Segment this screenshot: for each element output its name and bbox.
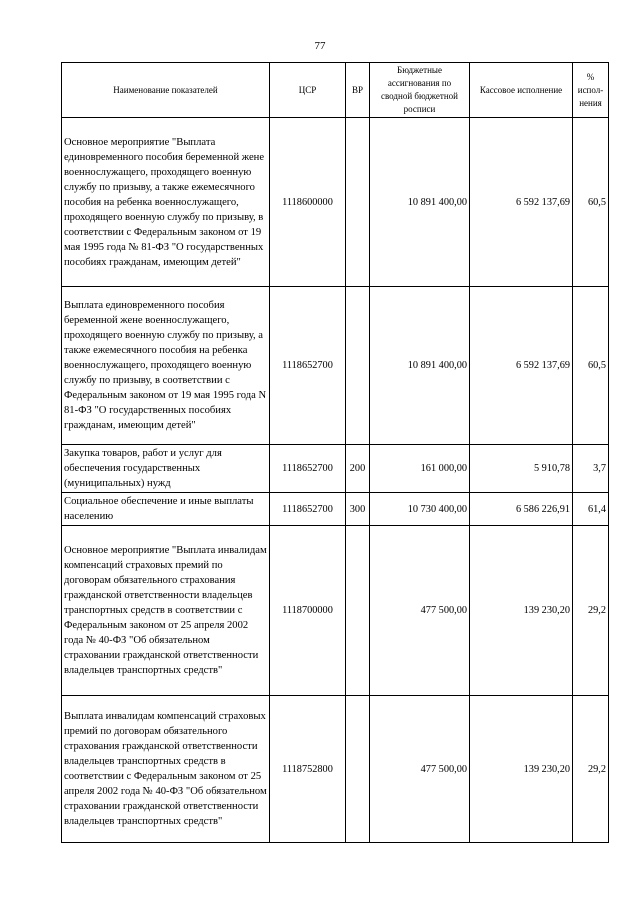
row-name: Основное мероприятие "Выплата единовременного пособия беременной жене военнослужащего, проходящего военную службу по призыву, а также ежемесячного пособия на ребенка военнослужащего, проходящего военную службу по призыву, в соответствии с Федеральным законом от 19 мая 1995 года № 81-ФЗ "О государственных пособиях гражданам, имеющим детей" [62,118,270,287]
row-budget: 10 891 400,00 [370,118,470,287]
row-name: Закупка товаров, работ и услуг для обеспечения государственных (муниципальных) нужд [62,445,270,493]
row-budget: 161 000,00 [370,445,470,493]
row-name: Социальное обеспечение и иные выплаты населению [62,493,270,526]
header-name: Наименование показателей [62,63,270,118]
header-csr: ЦСР [270,63,346,118]
header-vr: ВР [346,63,370,118]
row-pct: 60,5 [573,287,609,445]
row-pct: 61,4 [573,493,609,526]
row-cash: 6 592 137,69 [470,118,573,287]
row-name: Основное мероприятие "Выплата инвалидам компенсаций страховых премий по договорам обязательного страхования гражданской ответственности владельцев транспортных средств в соответствии с Федеральным законом от 25 апреля 2002 года № 40-ФЗ "Об обязательном страховании гражданской ответственности владельцев транспортных средств" [62,526,270,696]
table-header-row [62,63,609,118]
table-row [62,493,609,526]
row-cash: 6 592 137,69 [470,287,573,445]
row-csr: 1118752800 [270,696,346,843]
row-vr: 300 [346,493,370,526]
row-csr: 1118652700 [270,493,346,526]
row-cash: 6 586 226,91 [470,493,573,526]
row-vr [346,696,370,843]
row-name: Выплата единовременного пособия беременной жене военнослужащего, проходящего военную службу по призыву, а также ежемесячного пособия на ребенка военнослужащего, проходящего военную службу по призыву, в соответствии с Федеральным законом от 19 мая 1995 года N 81-ФЗ "О государственных пособиях гражданам, имеющим детей" [62,287,270,445]
row-pct: 29,2 [573,696,609,843]
row-cash: 5 910,78 [470,445,573,493]
row-budget: 477 500,00 [370,696,470,843]
row-csr: 1118652700 [270,287,346,445]
row-csr: 1118652700 [270,445,346,493]
table-row [62,696,609,843]
header-pct: % испол-нения [573,63,609,118]
header-cash: Кассовое исполнение [470,63,573,118]
table-row [62,118,609,287]
row-cash: 139 230,20 [470,696,573,843]
row-csr: 1118600000 [270,118,346,287]
row-budget: 10 730 400,00 [370,493,470,526]
row-pct: 60,5 [573,118,609,287]
header-budget: Бюджетные ассигнования по сводной бюджетной росписи [370,63,470,118]
table-row [62,287,609,445]
page-number: 77 [314,40,326,52]
row-cash: 139 230,20 [470,526,573,696]
row-vr [346,526,370,696]
row-pct: 3,7 [573,445,609,493]
row-vr: 200 [346,445,370,493]
budget-execution-table [61,62,609,843]
row-vr [346,118,370,287]
row-vr [346,287,370,445]
table-row [62,445,609,493]
row-budget: 477 500,00 [370,526,470,696]
row-name: Выплата инвалидам компенсаций страховых премий по договорам обязательного страхования гражданской ответственности владельцев транспортных средств в соответствии с Федеральным законом от 25 апреля 2002 года № 40-ФЗ "Об обязательном страховании гражданской ответственности владельцев транспортных средств" [62,696,270,843]
table-row [62,526,609,696]
row-csr: 1118700000 [270,526,346,696]
row-budget: 10 891 400,00 [370,287,470,445]
row-pct: 29,2 [573,526,609,696]
